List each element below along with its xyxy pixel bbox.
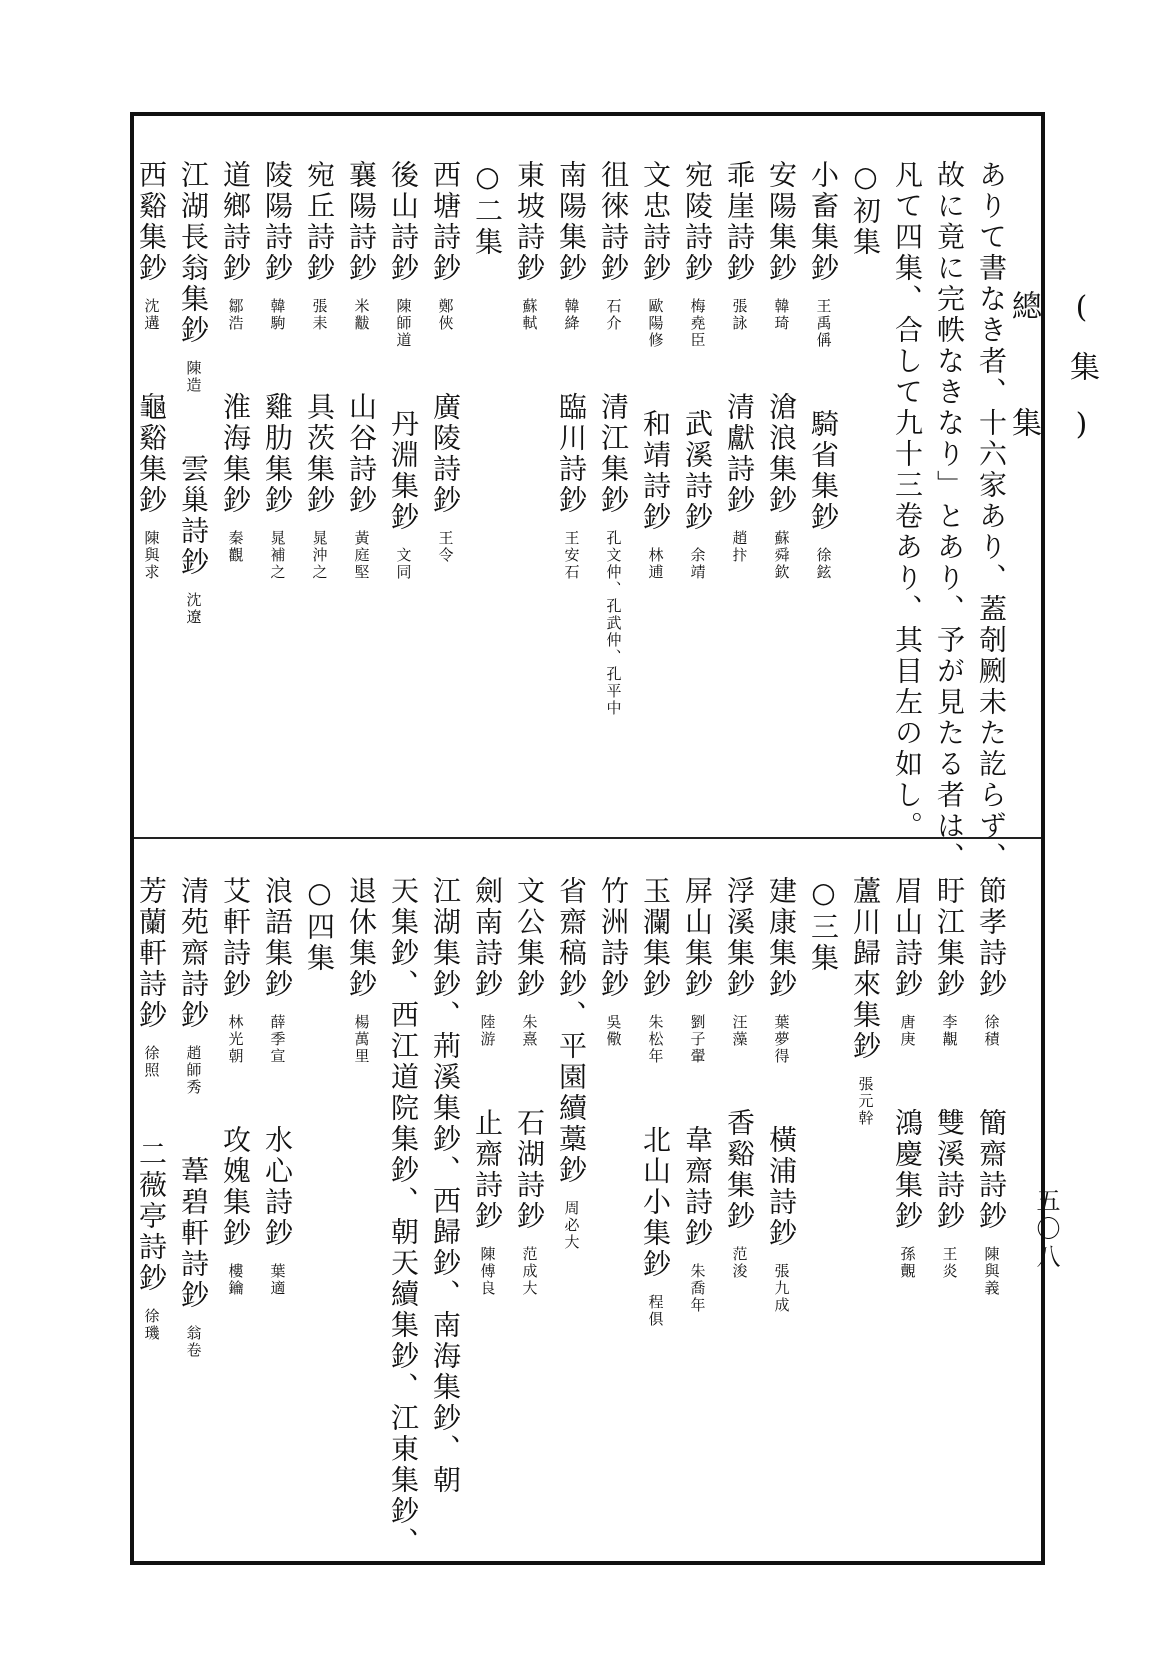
entry-column	[298, 160, 340, 820]
work-author: 趙師秀	[184, 1045, 203, 1096]
work-author: 朱喬年	[688, 1263, 707, 1314]
work-author: 唐庚	[898, 1014, 917, 1048]
work-title: 淮海集鈔	[219, 392, 252, 516]
work-title: 騎省集鈔	[807, 409, 840, 533]
entry-column	[130, 876, 172, 1531]
work-title: 二薇亭詩鈔	[135, 1139, 168, 1294]
work-title: 西塘詩鈔	[429, 160, 462, 284]
work-title: 具茨集鈔	[303, 392, 336, 516]
work-title: 廣陵詩鈔	[429, 392, 462, 516]
work-title: 艾軒詩鈔	[219, 876, 252, 1000]
work-title: 文忠詩鈔	[639, 160, 672, 284]
work-title: 道鄉詩鈔	[219, 160, 252, 284]
work-author: 沈遘	[142, 298, 161, 332]
work-title: 橫浦詩鈔	[765, 1125, 798, 1249]
work-author: 范成大	[520, 1246, 539, 1297]
work-author: 石介	[604, 298, 623, 332]
header-section-label: (集)	[1064, 290, 1099, 468]
work-author: 劉子翬	[688, 1014, 707, 1065]
work-title: 龜谿集鈔	[135, 392, 168, 516]
work-title: 蘆川歸來集鈔	[849, 876, 882, 1062]
work-title: 小畜集鈔	[807, 160, 840, 284]
work-title: 西谿集鈔	[135, 160, 168, 284]
entry-column	[340, 160, 382, 820]
work-title: 盱江集鈔	[933, 876, 966, 1000]
work-title: 劍南詩鈔	[471, 876, 504, 1000]
entry-column	[886, 876, 928, 1531]
work-author: 葉夢得	[772, 1014, 791, 1065]
entry-column	[172, 876, 214, 1531]
work-author: 陳師道	[394, 298, 413, 349]
collection-heading-text: ○四集	[303, 876, 336, 974]
work-author: 歐陽修	[646, 298, 665, 349]
entry-column	[718, 876, 760, 1531]
work-author: 徐照	[142, 1045, 161, 1079]
work-author: 沈遼	[184, 592, 203, 626]
work-title: 韋齋詩鈔	[681, 1125, 714, 1249]
work-title: 北山小集鈔	[639, 1125, 672, 1280]
work-author: 翁卷	[184, 1325, 203, 1359]
work-author: 張詠	[730, 298, 749, 332]
work-title: 建康集鈔	[765, 876, 798, 1000]
work-title: 宛丘詩鈔	[303, 160, 336, 284]
work-author: 徐璣	[142, 1308, 161, 1342]
work-author: 孔文仲、孔武仲、孔平中	[604, 530, 623, 717]
work-author: 薛季宣	[268, 1014, 287, 1065]
entry-column	[592, 876, 634, 1531]
entry-column	[256, 160, 298, 820]
entry-column	[172, 160, 214, 820]
work-title: 武溪詩鈔	[681, 409, 714, 533]
work-author: 楊萬里	[352, 1014, 371, 1065]
work-author: 王炎	[940, 1246, 959, 1280]
entry-column	[718, 160, 760, 820]
work-author: 晁沖之	[310, 530, 329, 581]
entry-column	[970, 876, 1012, 1531]
work-title: 石湖詩鈔	[513, 1108, 546, 1232]
work-title: 乖崖詩鈔	[723, 160, 756, 284]
work-title: 浪語集鈔	[261, 876, 294, 1000]
collection-heading	[298, 876, 340, 1531]
work-title: 浮溪集鈔	[723, 876, 756, 1000]
work-author: 朱熹	[520, 1014, 539, 1048]
entry-column	[760, 876, 802, 1531]
entry-column	[214, 876, 256, 1531]
work-title: 清獻詩鈔	[723, 392, 756, 516]
page-number: 五〇八	[1032, 1188, 1060, 1272]
entry-column	[760, 160, 802, 820]
work-title: 宛陵詩鈔	[681, 160, 714, 284]
entry-column	[844, 876, 886, 1531]
collection-heading	[844, 160, 886, 820]
work-author: 黃庭堅	[352, 530, 371, 581]
work-title: 和靖詩鈔	[639, 409, 672, 533]
work-title: 水心詩鈔	[261, 1125, 294, 1249]
work-author: 米黻	[352, 298, 371, 332]
work-author: 文同	[394, 547, 413, 581]
work-title: 攻媿集鈔	[219, 1125, 252, 1249]
entry-column	[424, 160, 466, 820]
work-author: 韓琦	[772, 298, 791, 332]
work-title: 天集鈔、西江道院集鈔、朝天續集鈔、江東集鈔、	[387, 876, 420, 1558]
collection-heading	[802, 876, 844, 1531]
work-author: 徐積	[982, 1014, 1001, 1048]
work-title: 竹洲詩鈔	[597, 876, 630, 1000]
work-title: 省齋稿鈔、平園續藁鈔	[555, 876, 588, 1186]
work-author: 晁補之	[268, 530, 287, 581]
work-author: 林光朝	[226, 1014, 245, 1065]
work-author: 張元幹	[856, 1076, 875, 1127]
work-title: 雲巢詩鈔	[177, 454, 210, 578]
work-title: 清苑齋詩鈔	[177, 876, 210, 1031]
work-author: 陳傅良	[478, 1246, 497, 1297]
work-author: 張耒	[310, 298, 329, 332]
collection-heading-text: ○二集	[471, 160, 504, 258]
entry-column	[634, 160, 676, 820]
work-title: 東坡詩鈔	[513, 160, 546, 284]
collection-heading-text: ○三集	[807, 876, 840, 974]
header-title: 總 集	[1006, 290, 1041, 463]
work-title: 陵陽詩鈔	[261, 160, 294, 284]
entry-column	[382, 160, 424, 820]
work-title: 滄浪集鈔	[765, 392, 798, 516]
work-author: 李覯	[940, 1014, 959, 1048]
entry-column	[508, 160, 550, 820]
work-title: 南陽集鈔	[555, 160, 588, 284]
work-author: 吳儆	[604, 1014, 623, 1048]
work-author: 汪藻	[730, 1014, 749, 1048]
entry-column	[550, 160, 592, 820]
work-author: 鄭俠	[436, 298, 455, 332]
work-author: 鄒浩	[226, 298, 245, 332]
work-author: 樓鑰	[226, 1263, 245, 1297]
work-author: 梅堯臣	[688, 298, 707, 349]
collection-heading	[466, 160, 508, 820]
upper-register	[135, 160, 1012, 873]
work-author: 王令	[436, 530, 455, 564]
work-title: 雙溪詩鈔	[933, 1108, 966, 1232]
work-author: 陳造	[184, 360, 203, 394]
work-author: 林逋	[646, 547, 665, 581]
entry-column	[550, 876, 592, 1531]
work-author: 余靖	[688, 547, 707, 581]
work-title: 止齋詩鈔	[471, 1108, 504, 1232]
work-author: 王禹偁	[814, 298, 833, 349]
work-title: 香谿集鈔	[723, 1108, 756, 1232]
work-author: 陸游	[478, 1014, 497, 1048]
work-title: 安陽集鈔	[765, 160, 798, 284]
entry-column	[676, 160, 718, 820]
work-title: 襄陽詩鈔	[345, 160, 378, 284]
work-author: 葉適	[268, 1263, 287, 1297]
entry-column	[130, 160, 172, 820]
collection-heading-text: ○初集	[849, 160, 882, 258]
entry-column	[676, 876, 718, 1531]
work-title: 簡齋詩鈔	[975, 1108, 1008, 1232]
work-author: 范浚	[730, 1246, 749, 1280]
entry-column	[256, 876, 298, 1531]
work-title: 後山詩鈔	[387, 160, 420, 284]
running-header	[1006, 290, 1099, 468]
entry-column	[508, 876, 550, 1531]
work-title: 玉瀾集鈔	[639, 876, 672, 1000]
work-author: 韓駒	[268, 298, 287, 332]
work-title: 江湖集鈔、荊溪集鈔、西歸鈔、南海集鈔、朝	[429, 876, 462, 1496]
entry-column	[466, 876, 508, 1531]
work-title: 臨川詩鈔	[555, 392, 588, 516]
work-author: 王安石	[562, 530, 581, 581]
entry-column	[214, 160, 256, 820]
work-title: 葦碧軒詩鈔	[177, 1156, 210, 1311]
work-title: 屏山集鈔	[681, 876, 714, 1000]
work-author: 朱松年	[646, 1014, 665, 1065]
entry-column	[424, 876, 466, 1531]
work-author: 孫覿	[898, 1246, 917, 1280]
work-title: 清江集鈔	[597, 392, 630, 516]
work-author: 徐鉉	[814, 547, 833, 581]
work-author: 韓絳	[562, 298, 581, 332]
intro-line: 故に竟に完帙なきなり」とあり、予が見たる者は、	[933, 160, 966, 873]
work-author: 程俱	[646, 1294, 665, 1328]
work-author: 陳與求	[142, 530, 161, 581]
work-author: 陳與義	[982, 1246, 1001, 1297]
work-author: 蘇軾	[520, 298, 539, 332]
work-title: 雞肋集鈔	[261, 392, 294, 516]
intro-line: 凡て四集、合して九十三卷あり、其目左の如し。	[891, 160, 924, 842]
entry-column	[592, 160, 634, 820]
work-title: 丹淵集鈔	[387, 409, 420, 533]
work-title: 徂徠詩鈔	[597, 160, 630, 284]
intro-line: ありて書なき者、十六家あり、蓋剞劂未た訖らず、	[975, 160, 1008, 873]
work-title: 江湖長翁集鈔	[177, 160, 210, 346]
entry-column	[802, 160, 844, 820]
work-title: 節孝詩鈔	[975, 876, 1008, 1000]
lower-register	[135, 876, 1012, 1558]
work-author: 周必大	[562, 1200, 581, 1251]
work-title: 文公集鈔	[513, 876, 546, 1000]
entry-column	[928, 876, 970, 1531]
work-title: 鴻慶集鈔	[891, 1108, 924, 1232]
entry-column	[382, 876, 424, 1558]
work-author: 趙抃	[730, 530, 749, 564]
work-title: 眉山詩鈔	[891, 876, 924, 1000]
work-title: 退休集鈔	[345, 876, 378, 1000]
work-author: 秦觀	[226, 530, 245, 564]
work-title: 芳蘭軒詩鈔	[135, 876, 168, 1031]
work-title: 山谷詩鈔	[345, 392, 378, 516]
entry-column	[634, 876, 676, 1531]
work-author: 蘇舜欽	[772, 530, 791, 581]
entry-column	[340, 876, 382, 1531]
work-author: 張九成	[772, 1263, 791, 1314]
